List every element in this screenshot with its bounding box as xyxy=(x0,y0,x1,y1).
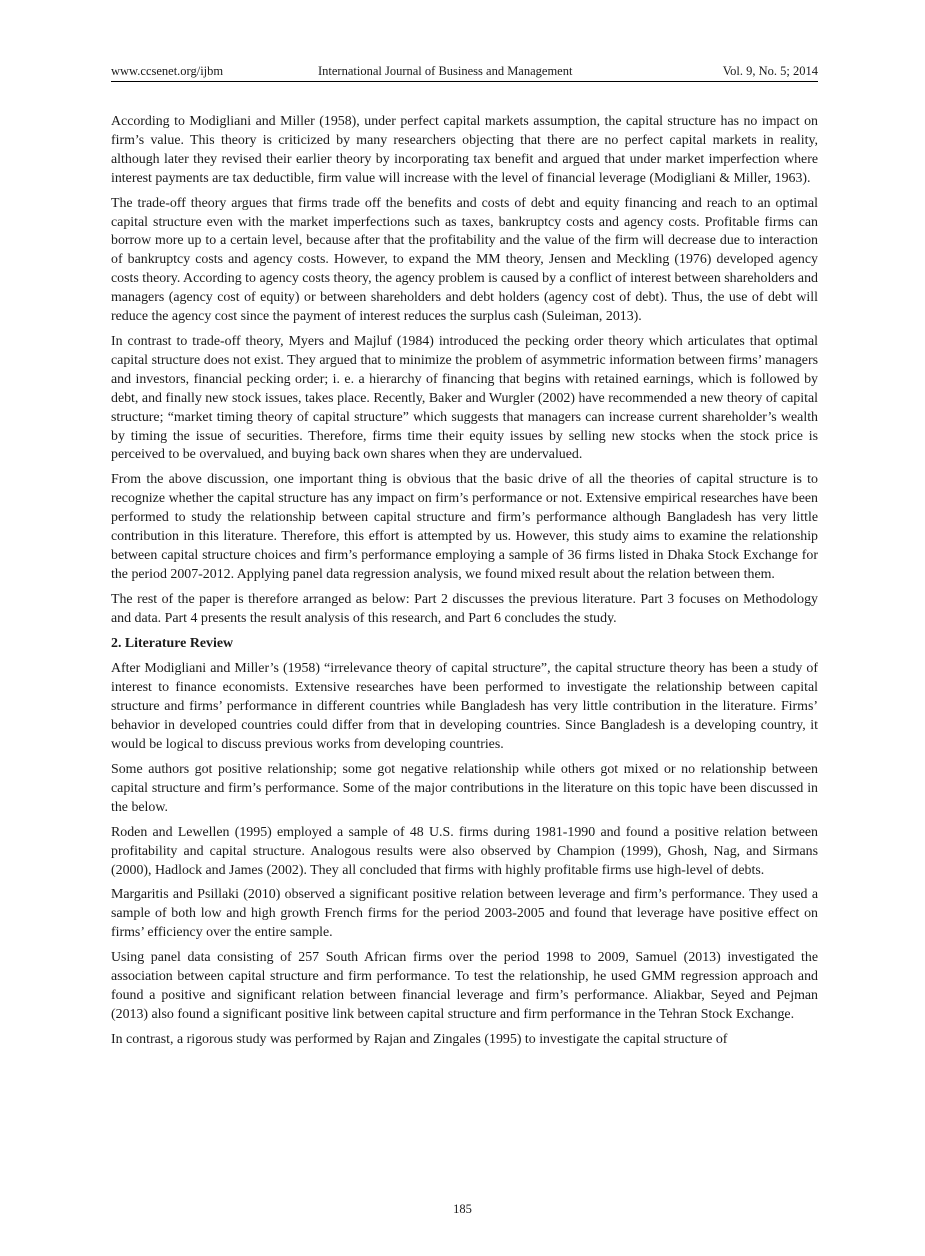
paragraph: Using panel data consisting of 257 South African firms over the period 1998 to 2009, Samuel (2013) investigated the association between capital structure and firm performance. To test the relationship, he used GMM regression approach and found a positive and significant relation between financial leverage and firm’s performance. Aliakbar, Seyed and Pejman (2013) also found a significant positive link between capital structure and firm performance in the Tehran Stock Exchange. xyxy=(111,950,818,1022)
journal-title: International Journal of Business and Management xyxy=(318,64,573,78)
paragraph: In contrast to trade-off theory, Myers and Majluf (1984) introduced the pecking order theory which articulates that optimal capital structure does not exist. They argued that to minimize the problem of asymmetric information between firms’ managers and investors, financial pecking order; i. e. a hierarchy of financing that begins with retained earnings, which is followed by debt, and finally new stock issues, takes place. Recently, Baker and Wurgler (2002) have recommended a new theory of capital structure; “market timing theory of capital structure” which suggests that managers can increase current shareholder’s wealth by timing the issue of securities. Therefore, firms time their equity issues by selling new stocks when the stock price is perceived to be overvalued, and buying back own shares when they are undervalued. xyxy=(111,333,818,463)
volume-info: Vol. 9, No. 5; 2014 xyxy=(722,64,818,78)
paragraph: The rest of the paper is therefore arranged as below: Part 2 discusses the previous literature. Part 3 focuses on Methodology and data. Part 4 presents the result analysis of this research, and Part 6 concludes the study. xyxy=(111,591,818,626)
paragraph-continued: In contrast, a rigorous study was performed by Rajan and Zingales (1995) to investigate the capital structure of xyxy=(111,1031,728,1047)
paragraph: Some authors got positive relationship; some got negative relationship while others got mixed or no relationship between capital structure and firm’s performance. Some of the major contributions in the literature on this topic have been discussed in the below. xyxy=(111,762,818,815)
paragraph: According to Modigliani and Miller (1958), under perfect capital markets assumption, the capital structure has no impact on firm’s value. This theory is criticized by many researchers objecting that there are no perfect capital markets in reality, although later they revised their earlier theory by incorporating tax benefit and argued that under market imperfection where interest payments are tax deductible, firm value will increase with the level of financial leverage (Modigliani & Miller, 1963). xyxy=(111,114,818,186)
paragraph: Margaritis and Psillaki (2010) observed a significant positive relation between leverage and firm’s performance. They used a sample of both low and high growth French firms for the period 2003-2005 and found that leverage have positive effect on firms’ efficiency over the entire sample. xyxy=(111,887,818,941)
running-header xyxy=(111,63,818,82)
journal-url: www.ccsenet.org/ijbm xyxy=(111,64,224,78)
page-number: 185 xyxy=(453,1202,472,1216)
paragraph: Roden and Lewellen (1995) employed a sample of 48 U.S. firms during 1981-1990 and found a positive relation between profitability and capital structure. Analogous results were also observed by Champion (1999), Ghosh, Nag, and Sirmans (2000), Hadlock and James (2002). They all concluded that firms with highly profitable firms use high-level of debts. xyxy=(111,824,818,878)
body-text xyxy=(111,113,818,1056)
paragraph: The trade-off theory argues that firms trade off the benefits and costs of debt and equity financing and reach to an optimal capital structure even with the market imperfections such as taxes, bankruptcy costs and agency costs. Profitable firms can borrow more up to a certain level, because after that the profitability and the value of the firm will decrease due to interaction of bankruptcy costs and agency costs. However, to expand the MM theory, Jensen and Meckling (1976) developed agency costs theory. According to agency costs theory, the agency problem is caused by a conflict of interest between shareholders and managers (agency cost of equity) or between shareholders and debt holders (agency cost of debt). Thus, the use of debt will reduce the agency cost since the payment of interest reduces the surplus cash (Suleiman, 2013). xyxy=(111,195,818,325)
paragraph: From the above discussion, one important thing is obvious that the basic drive of all the theories of capital structure is to recognize whether the capital structure has any impact on firm’s performance or not. Extensive empirical researches have been performed to study the relationship between capital structure and firm’s performance although Bangladesh has very little contribution in this literature. Therefore, this effort is attempted by us. However, this study aims to examine the relationship between capital structure choices and firm’s performance employing a sample of 36 firms listed in Dhaka Stock Exchange for the period 2007-2012. Applying panel data regression analysis, we found mixed result about the relation between them. xyxy=(111,472,818,582)
paragraph: After Modigliani and Miller’s (1958) “irrelevance theory of capital structure”, the capital structure theory has been a study of interest to finance economists. Extensive researches have been performed to investigate the relationship between capital structure and firms’ performance in different countries while Bangladesh has very little contribution in the literature. Firms’ behavior in developed countries could differ from that in developing countries. Since Bangladesh is a developing country, it would be logical to discuss previous works from developing countries. xyxy=(111,661,818,753)
section-heading: 2. Literature Review xyxy=(111,635,234,651)
